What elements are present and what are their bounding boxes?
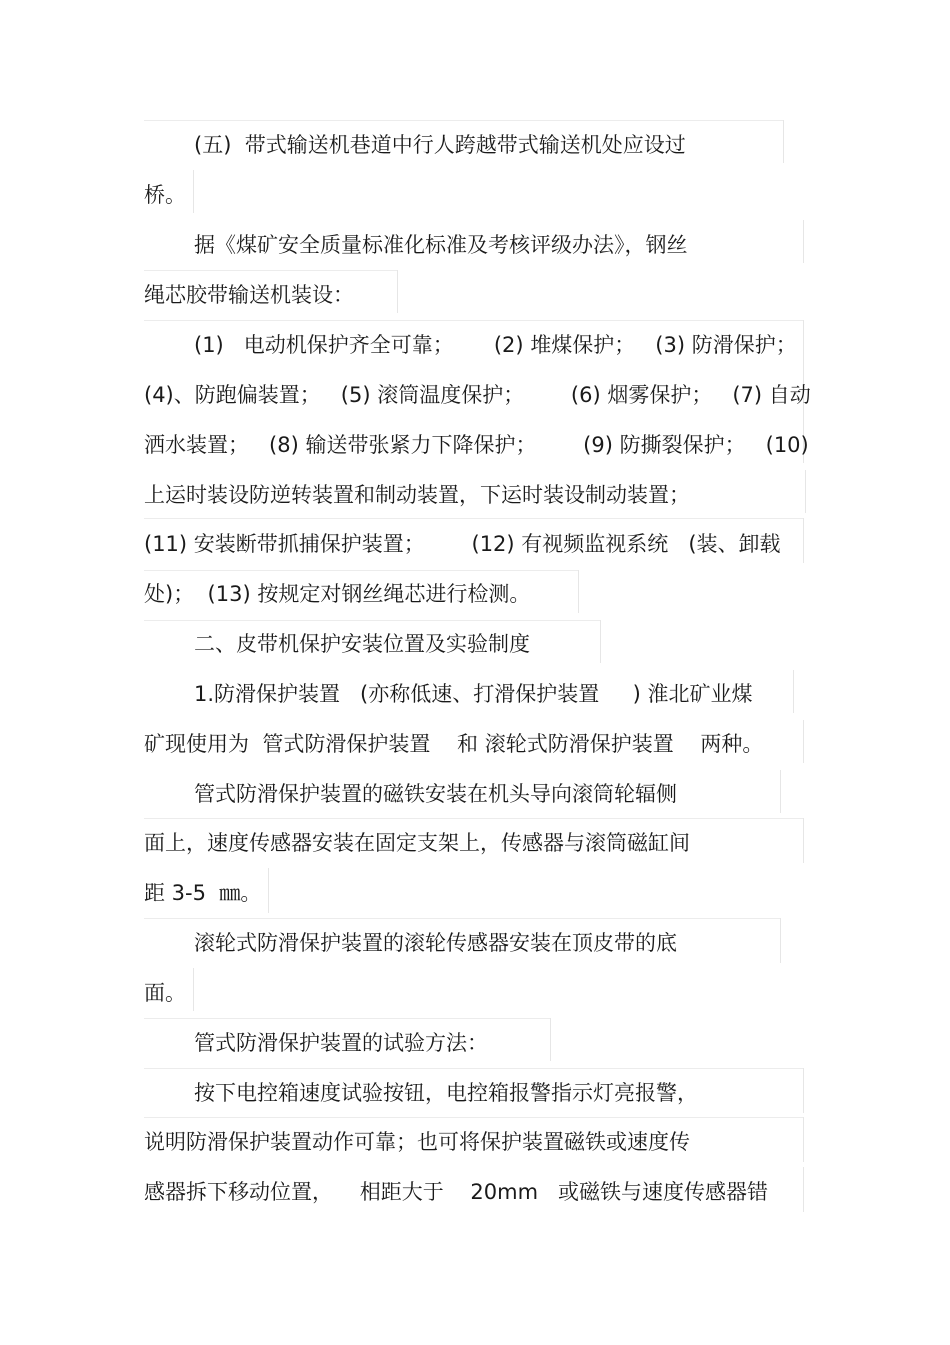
guide-rule <box>803 720 804 763</box>
text-line: 面。 <box>144 981 186 1005</box>
text-line: 说明防滑保护装置动作可靠；也可将保护装置磁铁或速度传 <box>144 1130 690 1154</box>
guide-rule <box>803 220 804 263</box>
guide-rule <box>193 968 194 1011</box>
guide-rule <box>780 918 781 963</box>
text-line: 洒水装置； (8) 输送带张紧力下降保护； (9) 防撕裂保护； (10) <box>144 433 809 457</box>
guide-rule <box>783 120 784 163</box>
guide-rule <box>803 1117 804 1162</box>
guide-rule <box>268 868 269 913</box>
guide-rule <box>600 620 601 663</box>
text-line: (4)、防跑偏装置； (5) 滚筒温度保护； (6) 烟雾保护； (7) 自动 <box>144 383 811 407</box>
guide-rule <box>803 518 804 563</box>
text-line: 滚轮式防滑保护装置的滚轮传感器安装在顶皮带的底 <box>194 931 677 955</box>
text-line: (11) 安装断带抓捕保护装置； (12) 有视频监视系统 (装、卸载 <box>144 532 781 556</box>
guide-rule <box>805 470 806 513</box>
guide-rule <box>803 818 804 863</box>
guide-rule <box>793 670 794 713</box>
text-line: 上运时装设防逆转装置和制动装置，下运时装设制动装置； <box>144 483 690 507</box>
text-line: 矿现使用为 管式防滑保护装置 和 滚轮式防滑保护装置 两种。 <box>144 732 764 756</box>
text-line: 感器拆下移动位置， 相距大于 20mm 或磁铁与速度传感器错 <box>144 1180 769 1204</box>
text-line: 距 3-5 ㎜。 <box>144 881 262 905</box>
guide-rule <box>578 570 579 613</box>
text-line: 1.防滑保护装置 (亦称低速、打滑保护装置 ) 淮北矿业煤 <box>194 682 753 706</box>
text-line: 按下电控箱速度试验按钮，电控箱报警指示灯亮报警， <box>194 1081 698 1105</box>
text-line: 绳芯胶带输送机装设： <box>144 283 354 307</box>
guide-rule <box>193 170 194 213</box>
text-line: (五) 带式输送机巷道中行人跨越带式输送机处应设过 <box>194 133 686 157</box>
section-heading: 二、皮带机保护安装位置及实验制度 <box>194 632 530 656</box>
guide-rule <box>550 1018 551 1061</box>
text-line: 处)； (13) 按规定对钢丝绳芯进行检测。 <box>144 582 531 606</box>
text-line: 面上，速度传感器安装在固定支架上，传感器与滚筒磁缸间 <box>144 831 690 855</box>
guide-rule <box>803 1068 804 1113</box>
text-line: 桥。 <box>144 183 186 207</box>
text-line: 管式防滑保护装置的磁铁安装在机头导向滚筒轮辐侧 <box>194 782 677 806</box>
text-line: (1) 电动机保护齐全可靠； (2) 堆煤保护； (3) 防滑保护； <box>194 333 797 357</box>
text-line: 管式防滑保护装置的试验方法： <box>194 1031 488 1055</box>
guide-rule <box>397 270 398 313</box>
guide-rule <box>803 1167 804 1212</box>
guide-rule <box>780 770 781 813</box>
text-line: 据《煤矿安全质量标准化标准及考核评级办法》，钢丝 <box>194 233 688 257</box>
